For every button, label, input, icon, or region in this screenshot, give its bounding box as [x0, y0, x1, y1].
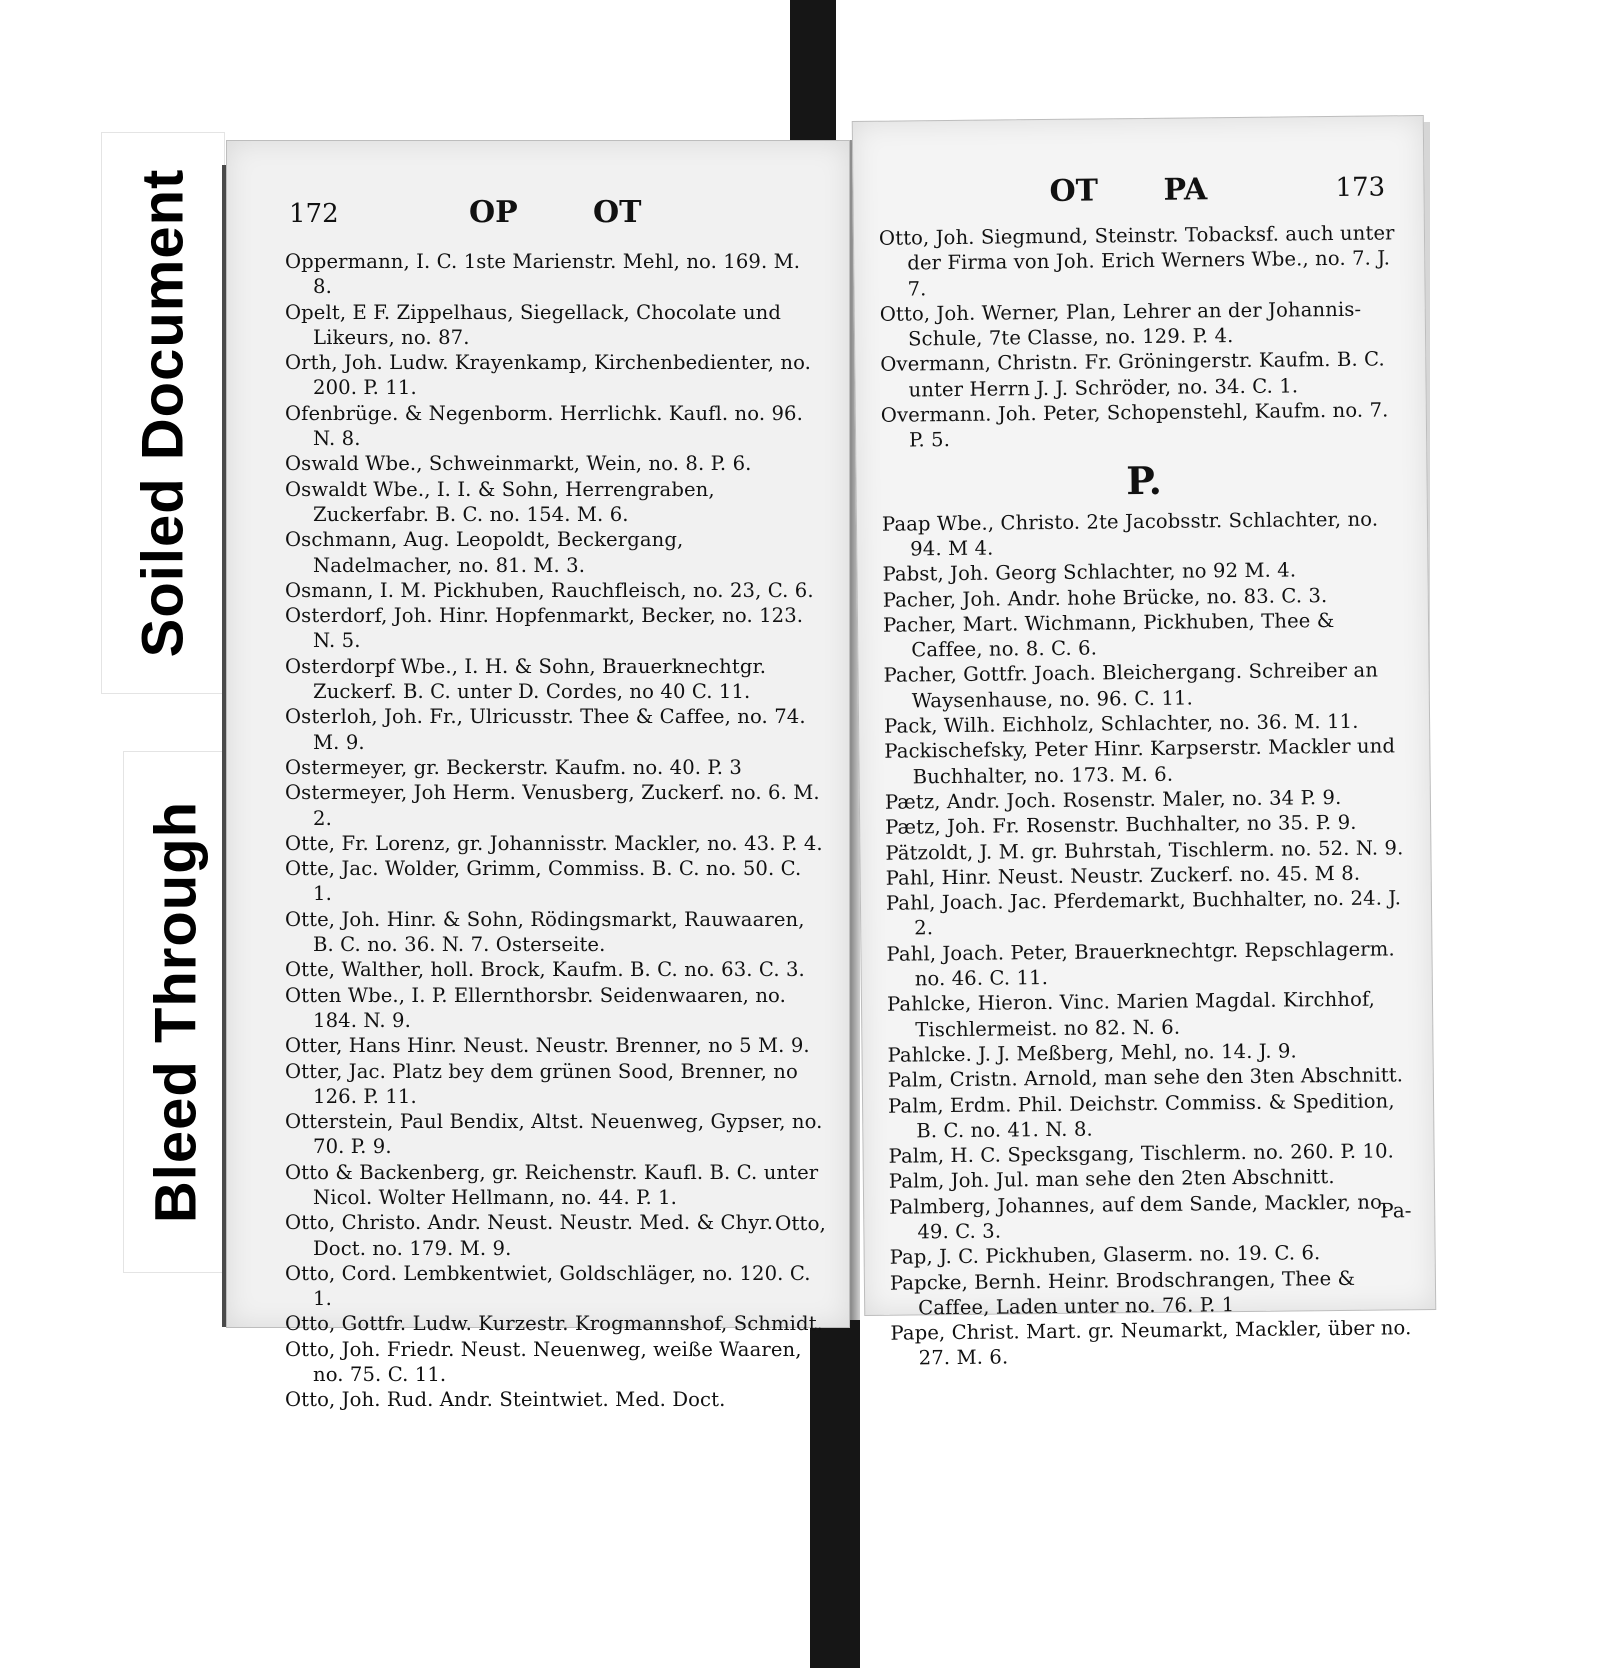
- left-page-number: 172: [289, 199, 339, 229]
- directory-entry: Otto, Joh. Friedr. Neust. Neuenweg, weiße Waaren, no. 75. C. 11.: [285, 1337, 802, 1387]
- directory-entry: Otto & Backenberg, gr. Reichenstr. Kaufl. B. C. unter Nicol. Wolter Hellmann, no. 44. P. 1.: [285, 1160, 819, 1209]
- left-catchword: Otto,: [775, 1211, 826, 1235]
- directory-entry: Pahlcke. J. J. Meßberg, Mehl, no. 14. J. 9.: [887, 1039, 1297, 1067]
- left-page-header: [227, 191, 849, 231]
- directory-entry: Pahlcke, Hieron. Vinc. Marien Magdal. Kirchhof, Tischlermeist. no 82. N. 6.: [886, 987, 1376, 1042]
- directory-entry: Osmann, I. M. Pickhuben, Rauchfleisch, no. 23, C. 6.: [285, 578, 814, 602]
- directory-entry: Otter, Jac. Platz bey dem grünen Sood, Brenner, no 126. P. 11.: [285, 1059, 798, 1108]
- directory-entry: Otte, Jac. Wolder, Grimm, Commiss. B. C. no. 50. C. 1.: [285, 857, 802, 906]
- directory-entry: Otte, Joh. Hinr. & Sohn, Rödingsmarkt, Rauwaaren, B. C. no. 36. N. 7. Osterseite.: [285, 907, 805, 957]
- directory-entry: Pabst, Joh. Georg Schlachter, no 92 M. 4.: [882, 558, 1297, 586]
- directory-entry: Papcke, Bernh. Heinr. Brodschrangen, Thee & Caffee, Laden unter no. 76. P. 1: [889, 1266, 1356, 1320]
- right-header-left: OT: [1049, 173, 1099, 209]
- binding-spine-top: [790, 0, 836, 150]
- bleed-through-label: [124, 752, 228, 1272]
- right-catchword: Pa-: [1380, 1198, 1412, 1223]
- directory-entry: Palm, Joh. Jul. man sehe den 2ten Abschnitt.: [888, 1165, 1335, 1194]
- directory-entry: Otter, Hans Hinr. Neust. Neustr. Brenner, no 5 M. 9.: [285, 1034, 810, 1058]
- directory-entry: Osterdorf, Joh. Hinr. Hopfenmarkt, Becker, no. 123. N. 5.: [285, 604, 804, 653]
- directory-entry: Palmberg, Johannes, auf dem Sande, Mackler, no. 49. C. 3.: [889, 1190, 1389, 1244]
- bleed-through-text: Bleed Through: [143, 800, 209, 1224]
- directory-entry: Pætz, Joh. Fr. Rosenstr. Buchhalter, no 35. P. 9.: [885, 811, 1357, 839]
- directory-entry: Orth, Joh. Ludw. Krayenkamp, Kirchenbedienter, no. 200. P. 11.: [285, 351, 811, 400]
- directory-entry: Palm, H. C. Specksgang, Tischlerm. no. 260. P. 10.: [888, 1139, 1395, 1168]
- directory-entry: Palm, Erdm. Phil. Deichstr. Commiss. & Spedition, B. C. no. 41. N. 8.: [887, 1088, 1395, 1143]
- directory-entry: Pacher, Joh. Andr. hohe Brücke, no. 83. C. 3.: [882, 583, 1328, 612]
- directory-entry: Oschmann, Aug. Leopoldt, Beckergang, Nadelmacher, no. 81. M. 3.: [285, 528, 684, 577]
- directory-entry: Ofenbrüge. & Negenborm. Herrlichk. Kaufl. no. 96. N. 8.: [285, 401, 803, 451]
- directory-entry: Pahl, Joach. Peter, Brauerknechtgr. Repschlagerm. no. 46. C. 11.: [886, 937, 1395, 991]
- directory-entry: Osterdorpf Wbe., I. H. & Sohn, Brauerknechtgr. Zuckerf. B. C. unter D. Cordes, no 40 C. 11.: [285, 654, 767, 704]
- directory-entry: Pack, Wilh. Eichholz, Schlachter, no. 36. M. 11.: [883, 709, 1359, 738]
- directory-entry: Overmann. Joh. Peter, Schopenstehl, Kaufm. no. 7. P. 5.: [880, 398, 1389, 452]
- directory-entry: Otto, Cord. Lembkentwiet, Goldschläger, no. 120. C. 1.: [285, 1261, 811, 1311]
- right-page-header: [853, 166, 1423, 212]
- directory-entry: Opelt, E F. Zippelhaus, Siegellack, Chocolate und Likeurs, no. 87.: [285, 300, 782, 349]
- soiled-document-label: [102, 133, 224, 693]
- directory-entry: Palm, Cristn. Arnold, man sehe den 3ten Abschnitt.: [887, 1063, 1404, 1092]
- left-page: [226, 140, 850, 1412]
- directory-entry: Oswald Wbe., Schweinmarkt, Wein, no. 8. P. 6.: [285, 452, 752, 476]
- right-page-number: 173: [1335, 172, 1386, 203]
- directory-entry: Pahl, Joach. Jac. Pferdemarkt, Buchhalter, no. 24. J. 2.: [885, 886, 1402, 940]
- directory-entry: Pätzoldt, J. M. gr. Buhrstah, Tischlerm. no. 52. N. 9.: [885, 835, 1404, 865]
- left-header-left: OP: [469, 195, 518, 230]
- directory-entry: Oppermann, I. C. 1ste Marienstr. Mehl, no. 169. M. 8.: [285, 250, 801, 299]
- directory-entry: Pap, J. C. Pickhuben, Glaserm. no. 19. C. 6.: [889, 1241, 1321, 1269]
- directory-entry: Pahl, Hinr. Neust. Neustr. Zuckerf. no. 45. M 8.: [885, 861, 1361, 890]
- right-entries-after: [882, 506, 1416, 1372]
- directory-entry: Otto, Joh. Rud. Andr. Steintwiet. Med. Doct.: [285, 1388, 726, 1412]
- soiled-document-text: Soiled Document: [130, 168, 196, 658]
- left-header-right: OT: [593, 195, 642, 230]
- left-entry-list: [285, 249, 825, 1413]
- directory-entry: Pacher, Mart. Wichmann, Pickhuben, Thee & Caffee, no. 8. C. 6.: [882, 608, 1335, 662]
- right-header-right: PA: [1163, 172, 1208, 208]
- right-page: [852, 115, 1436, 1370]
- directory-entry: Pacher, Gottfr. Joach. Bleichergang. Schreiber an Waysenhause, no. 96. C. 11.: [883, 659, 1379, 713]
- directory-entry: Ostermeyer, Joh Herm. Venusberg, Zuckerf. no. 6. M. 2.: [285, 781, 820, 830]
- directory-entry: Packischefsky, Peter Hinr. Karpserstr. Mackler und Buchhalter, no. 173. M. 6.: [884, 734, 1396, 789]
- directory-entry: Pætz, Andr. Joch. Rosenstr. Maler, no. 34 P. 9.: [884, 785, 1342, 814]
- directory-entry: Ostermeyer, gr. Beckerstr. Kaufm. no. 40. P. 3: [285, 755, 742, 779]
- directory-entry: Otto, Joh. Werner, Plan, Lehrer an der Johannis-Schule, 7te Classe, no. 129. P. 4.: [879, 297, 1362, 351]
- directory-entry: Osterloh, Joh. Fr., Ulricusstr. Thee & Caffee, no. 74. M. 9.: [285, 705, 806, 754]
- directory-entry: Otto, Joh. Siegmund, Steinstr. Tobacksf. auch unter der Firma von Joh. Erich Werners Wbe., no. 7. J. 7.: [878, 221, 1395, 301]
- directory-entry: Otte, Walther, holl. Brock, Kaufm. B. C. no. 63. C. 3.: [285, 958, 805, 982]
- directory-entry: Paap Wbe., Christo. 2te Jacobsstr. Schlachter, no. 94. M 4.: [881, 507, 1379, 561]
- directory-entry: Pape, Christ. Mart. gr. Neumarkt, Mackler, über no. 27. M. 6.: [890, 1316, 1412, 1370]
- right-entry-list: [879, 220, 1416, 1371]
- directory-entry: Otterstein, Paul Bendix, Altst. Neuenweg, Gypser, no. 70. P. 9.: [285, 1110, 823, 1159]
- directory-entry: Overmann, Christn. Fr. Gröningerstr. Kaufm. B. C. unter Herrn J. J. Schröder, no. 34. C. 1.: [880, 347, 1385, 402]
- directory-entry: Otte, Fr. Lorenz, gr. Johannisstr. Mackler, no. 43. P. 4.: [285, 831, 823, 855]
- directory-entry: Otto, Gottfr. Ludw. Kurzestr. Krogmannshof, Schmidt.: [285, 1312, 823, 1336]
- directory-entry: Otten Wbe., I. P. Ellernthorsbr. Seidenwaaren, no. 184. N. 9.: [285, 983, 786, 1032]
- right-entries-before: [879, 220, 1406, 453]
- directory-entry: Oswaldt Wbe., I. I. & Sohn, Herrengraben, Zuckerfabr. B. C. no. 154. M. 6.: [285, 477, 715, 526]
- section-letter-p: P.: [1126, 457, 1163, 503]
- directory-entry: Otto, Christo. Andr. Neust. Neustr. Med. & Chyr. Doct. no. 179. M. 9.: [285, 1211, 774, 1260]
